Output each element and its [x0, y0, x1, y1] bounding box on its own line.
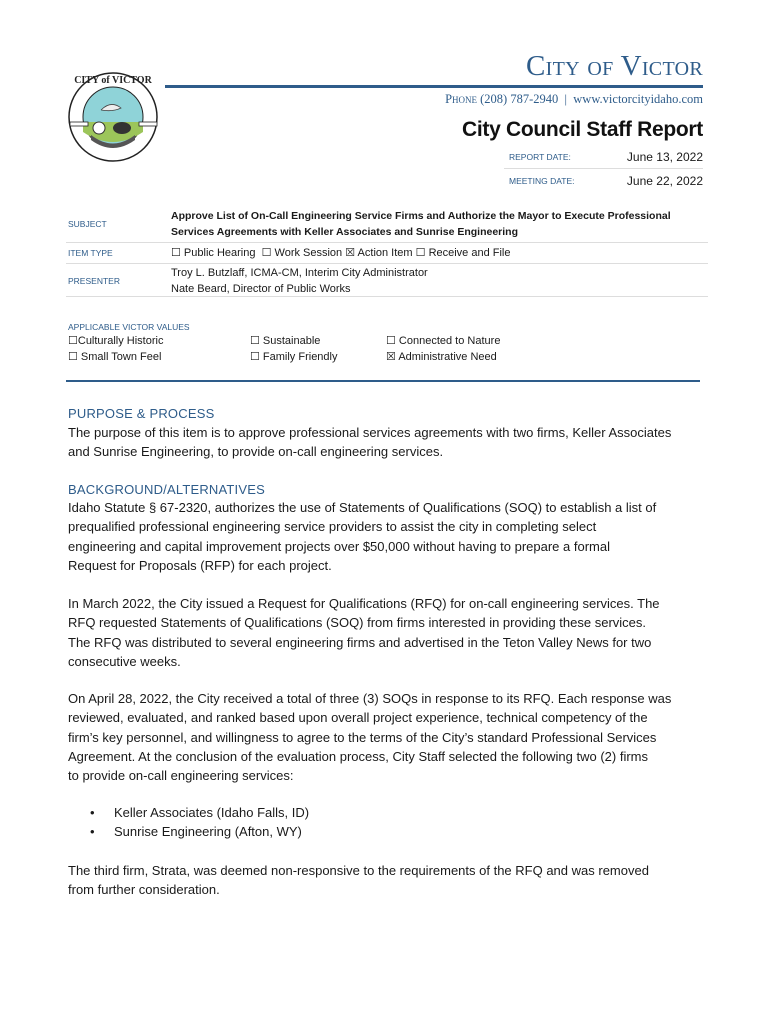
organization-name: City of Victor [526, 50, 703, 82]
text-line: Agreement. At the conclusion of the evaluation process, City Staff selected the following two (2) firms [68, 748, 648, 764]
background-paragraph-4 [68, 861, 728, 900]
list-item [90, 803, 309, 822]
subject-text [171, 208, 671, 240]
report-date-label: REPORT DATE: [509, 152, 571, 162]
checkbox-label: Work Session [274, 247, 343, 259]
presenters [171, 265, 428, 297]
checkbox-receive-and-file[interactable]: ☐ Receive and File [415, 247, 511, 259]
divider [66, 263, 708, 264]
item-type-options [171, 245, 511, 261]
text-line: The RFQ was distributed to several engineering firms and advertised in the Teton Valley News for two [68, 634, 652, 650]
phone-number: (208) 787-2940 [480, 92, 559, 106]
checkbox-public-hearing[interactable]: ☐ Public Hearing [171, 247, 256, 259]
checkbox-action-item[interactable]: ☒ Action Item [345, 247, 413, 259]
purpose-paragraph [68, 423, 728, 462]
city-seal-logo [66, 70, 161, 165]
text-line: In March 2022, the City issued a Request for Qualifications (RFQ) for on-call engineering services. The [68, 596, 660, 611]
presenter: Troy L. Butzlaff, ICMA-CM, Interim City Administrator [171, 267, 428, 279]
value-label: Small Town Feel [80, 351, 162, 363]
website-link[interactable]: www.victorcityidaho.com [573, 92, 703, 106]
value-connected-to-nature[interactable]: ☐ Connected to Nature [386, 335, 501, 347]
value-label: Family Friendly [262, 351, 338, 363]
value-label: Sustainable [262, 335, 321, 347]
text-line: Idaho Statute § 67-2320, authorizes the use of Statements of Qualifications (SOQ) to establish a list of [68, 500, 657, 515]
date-divider [504, 168, 703, 169]
report-date: June 13, 2022 [626, 150, 703, 164]
text-line: prequalified professional engineering service providers to assist the city in completing select [68, 519, 597, 535]
firms-list [90, 803, 309, 842]
meeting-date-label: MEETING DATE: [509, 176, 575, 186]
header-rule [165, 85, 703, 88]
text-line: and Sunrise Engineering, to provide on-call engineering services. [68, 444, 444, 460]
value-administrative-need[interactable]: ☒ Administrative Need [386, 351, 497, 363]
text-line: engineering and capital improvement projects over $50,000 without having to prepare a formal [68, 538, 610, 554]
separator: | [564, 92, 568, 106]
background-paragraph-3 [68, 689, 728, 785]
divider [66, 296, 708, 297]
bullet-icon: • [90, 805, 95, 820]
checkbox-work-session[interactable]: ☐ Work Session [261, 247, 343, 259]
background-paragraph-2 [68, 594, 728, 671]
checkbox-label: Action Item [357, 247, 413, 259]
text-line: from further consideration. [68, 882, 220, 898]
text-line: firm’s key personnel, and willingness to agree to the terms of the City’s standard Professional Services [68, 729, 657, 745]
value-small-town-feel[interactable]: ☐ Small Town Feel [68, 351, 162, 363]
value-label: Connected to Nature [398, 335, 501, 347]
subject-line: Approve List of On-Call Engineering Service Firms and Authorize the Mayor to Execute Professional [171, 210, 671, 222]
background-heading: BACKGROUND/ALTERNATIVES [68, 482, 265, 497]
value-culturally-historic[interactable]: ☐Culturally Historic [68, 335, 164, 347]
value-sustainable[interactable]: ☐ Sustainable [250, 335, 321, 347]
section-rule [66, 380, 700, 382]
svg-text:CITY of VICTOR: CITY of VICTOR [74, 75, 152, 86]
phone-label: Phone [445, 92, 478, 106]
text-line: On April 28, 2022, the City received a total of three (3) SOQs in response to its RFQ. Each response was [68, 691, 672, 706]
subject-label: SUBJECT [68, 219, 107, 229]
text-line: RFQ requested Statements of Qualifications (SOQ) from firms interested in providing these services. [68, 615, 647, 631]
report-title: City Council Staff Report [461, 118, 703, 141]
firm-name: Sunrise Engineering (Afton, WY) [114, 824, 302, 840]
background-paragraph-1 [68, 498, 728, 575]
value-label: Culturally Historic [77, 335, 164, 347]
checkbox-label: Receive and File [428, 247, 511, 259]
meeting-date: June 22, 2022 [626, 174, 703, 188]
list-item [90, 822, 309, 841]
purpose-heading: PURPOSE & PROCESS [68, 406, 215, 421]
value-family-friendly[interactable]: ☐ Family Friendly [250, 351, 338, 363]
text-line: The third firm, Strata, was deemed non-responsive to the requirements of the RFQ and was removed [68, 863, 649, 878]
values-label: APPLICABLE VICTOR VALUES [68, 322, 190, 332]
text-line: The purpose of this item is to approve professional services agreements with two firms, Keller Associates [68, 425, 672, 440]
text-line: Request for Proposals (RFP) for each project. [68, 557, 332, 573]
value-label: Administrative Need [398, 351, 497, 363]
text-line: to provide on-call engineering services: [68, 768, 294, 784]
subject-line: Services Agreements with Keller Associates and Sunrise Engineering [171, 226, 519, 238]
text-line: consecutive weeks. [68, 653, 181, 669]
bullet-icon: • [90, 824, 95, 840]
item-type-label: ITEM TYPE [68, 248, 113, 258]
firm-name: Keller Associates (Idaho Falls, ID) [114, 805, 310, 820]
checkbox-label: Public Hearing [183, 247, 256, 259]
text-line: reviewed, evaluated, and ranked based upon overall project experience, technical competency of the [68, 710, 648, 726]
presenter: Nate Beard, Director of Public Works [171, 283, 351, 295]
contact-line [445, 92, 703, 107]
presenter-label: PRESENTER [68, 276, 120, 286]
divider [66, 242, 708, 243]
